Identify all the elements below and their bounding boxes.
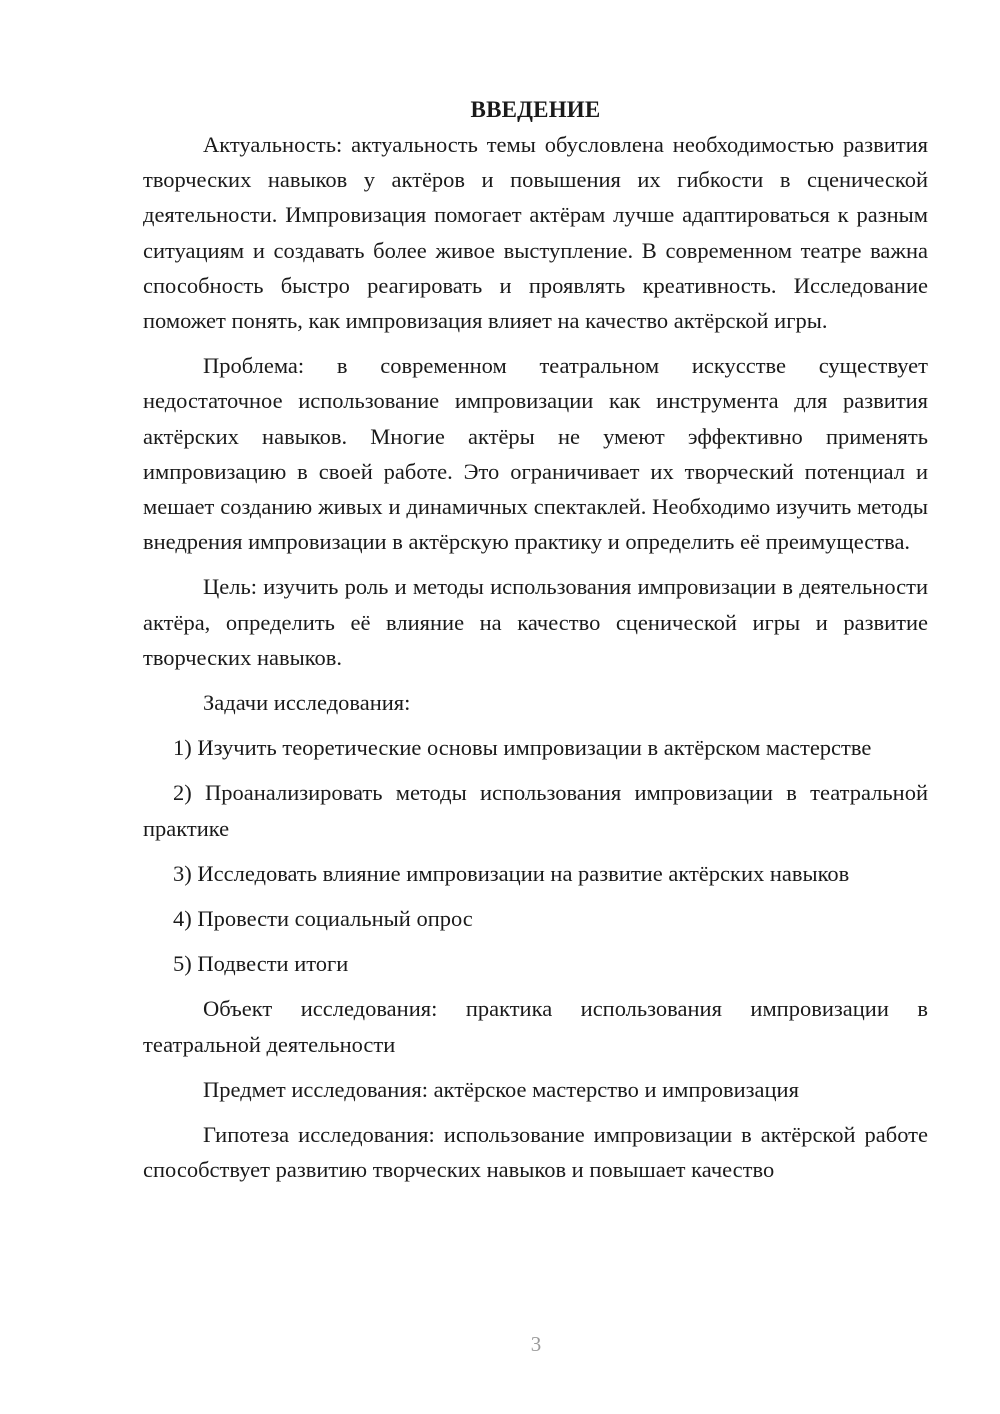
goal-paragraph: Цель: изучить роль и методы использования импровизации в деятельности актёра, определить её влияние на качество сценической игры и развитие творческих навыков.: [143, 574, 928, 670]
object-paragraph: Объект исследования: практика использования импровизации в театральной деятельности: [143, 996, 928, 1057]
document-page: [143, 92, 928, 1197]
task-item: 5) Подвести итоги: [173, 951, 349, 977]
problem-paragraph: Проблема: в современном театральном искусстве существует недостаточное использование импровизации как инструмента для развития актёрских навыков. Многие актёры не умеют эффективно применять импровизацию в своей работе. Это ограничивает их творческий потенциал и мешает созданию живых и динамичных спектаклей. Необходимо изучить методы внедрения импровизации в актёрскую практику и определить её преимущества.: [143, 353, 928, 555]
relevance-paragraph: Актуальность: актуальность темы обусловлена необходимостью развития творческих навыков у актёров и повышения их гибкости в сценической деятельности. Импровизация помогает актёрам лучше адаптироваться к разным ситуациям и создавать более живое выступление. В современном театре важна способность быстро реагировать и проявлять креативность. Исследование поможет понять, как импровизация влияет на качество актёрской игры.: [143, 132, 928, 334]
hypothesis-paragraph: Гипотеза исследования: использование импровизации в актёрской работе способствует развитию творческих навыков и повышает качество: [143, 1122, 928, 1183]
task-item: 1) Изучить теоретические основы импровизации в актёрском мастерстве: [173, 735, 872, 761]
tasks-heading: Задачи исследования:: [203, 690, 411, 716]
section-title: ВВЕДЕНИЕ: [470, 97, 601, 122]
task-item: 3) Исследовать влияние импровизации на развитие актёрских навыков: [173, 860, 850, 886]
subject-paragraph: Предмет исследования: актёрское мастерство и импровизация: [203, 1076, 799, 1102]
task-item: 2) Проанализировать методы использования импровизации в театральной практике: [143, 780, 928, 841]
task-item: 4) Провести социальный опрос: [173, 906, 473, 932]
page-number: 3: [530, 1332, 542, 1356]
